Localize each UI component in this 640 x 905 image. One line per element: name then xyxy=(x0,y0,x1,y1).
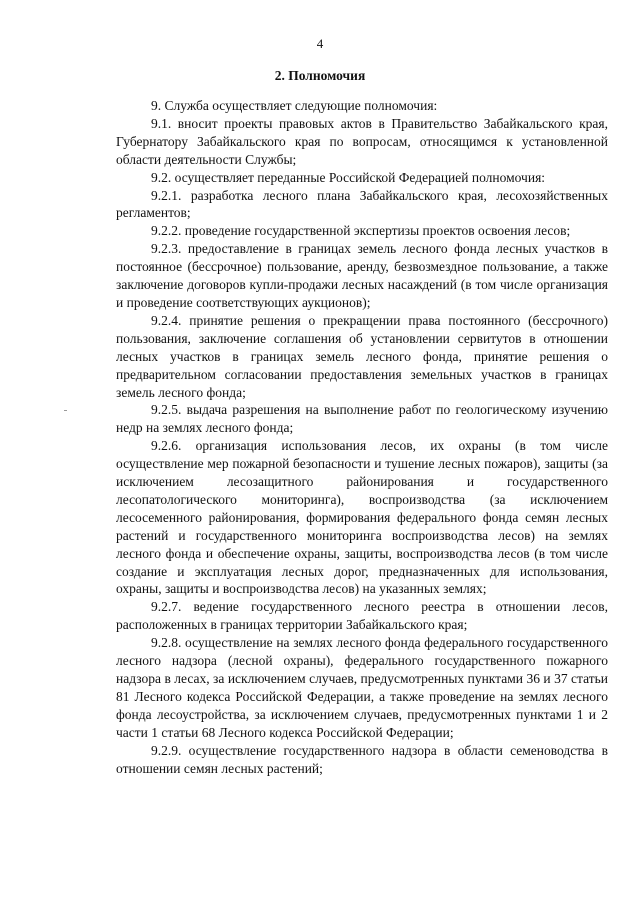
paragraph-9-2-6: 9.2.6. организация использования лесов, их охраны (в том числе осуществление мер пожарной безопасности и тушение лесных пожаров), защиты (за исключением лесозащитного районирования и государственного лесопатологического мониторинга), воспроизводства (за исключением лесосеменного районирования, формирования федерального фонда семян лесных растений и государственного мониторинга воспроизводства лесов) на землях лесного фонда и обеспечение охраны, защиты, воспроизводства лесов (в том числе создание и эксплуатация лесных дорог, предназначенных для использования, охраны, защиты и воспроизводства лесов) на указанных землях; xyxy=(116,438,608,597)
margin-mark xyxy=(64,410,67,411)
paragraph-9-2-3: 9.2.3. предоставление в границах земель лесного фонда лесных участков в постоянное (бессрочное) пользование, аренду, безвозмездное пользование, а также заключение договоров купли-продажи лесных насаждений (в том числе организация и проведение соответствующих аукционов); xyxy=(116,241,608,310)
page-number: 4 xyxy=(316,36,324,51)
paragraph-9-2-2: 9.2.2. проведение государственной экспертизы проектов освоения лесов; xyxy=(151,223,571,239)
paragraph-9-2: 9.2. осуществляет переданные Российской Федерацией полномочия: xyxy=(151,169,546,185)
paragraph-9-2-7: 9.2.7. ведение государственного лесного реестра в отношении лесов, расположенных в границах территории Забайкальского края; xyxy=(116,599,608,633)
section-heading: 2. Полномочия xyxy=(274,68,366,83)
paragraph-9-2-9: 9.2.9. осуществление государственного надзора в области семеноводства в отношении семян лесных растений; xyxy=(116,742,608,776)
paragraph-9-2-8: 9.2.8. осуществление на землях лесного фонда федерального государственного лесного надзора (лесной охраны), федерального государственного пожарного надзора в лесах, за исключением случаев, предусмотренных пунктами 36 и 37 статьи 81 Лесного кодекса Российской Федерации, а также проведение на землях лесного фонда лесоустройства, за исключением случаев, предусмотренных пунктами 1 и 2 части 1 статьи 68 Лесного кодекса Российской Федерации; xyxy=(116,635,608,740)
text-body xyxy=(116,97,608,777)
paragraph-9-2-4: 9.2.4. принятие решения о прекращении права постоянного (бессрочного) пользования, заключение соглашения об установлении сервитутов в отношении лесных участков в границах земель лесного фонда, принятие решения о предварительном согласовании предоставления земельных участков в границах земель лесного фонда; xyxy=(116,312,608,400)
paragraph-9: 9. Служба осуществляет следующие полномочия: xyxy=(151,98,438,113)
paragraph-9-2-5: 9.2.5. выдача разрешения на выполнение работ по геологическому изучению недр на землях лесного фонда; xyxy=(116,402,608,436)
paragraph-9-2-1: 9.2.1. разработка лесного плана Забайкальского края, лесохозяйственных регламентов; xyxy=(116,187,608,221)
paragraph-9-1: 9.1. вносит проекты правовых актов в Правительство Забайкальского края, Губернатору Забайкальского края по вопросам, относящимся к установленной области деятельности Службы; xyxy=(116,115,608,167)
